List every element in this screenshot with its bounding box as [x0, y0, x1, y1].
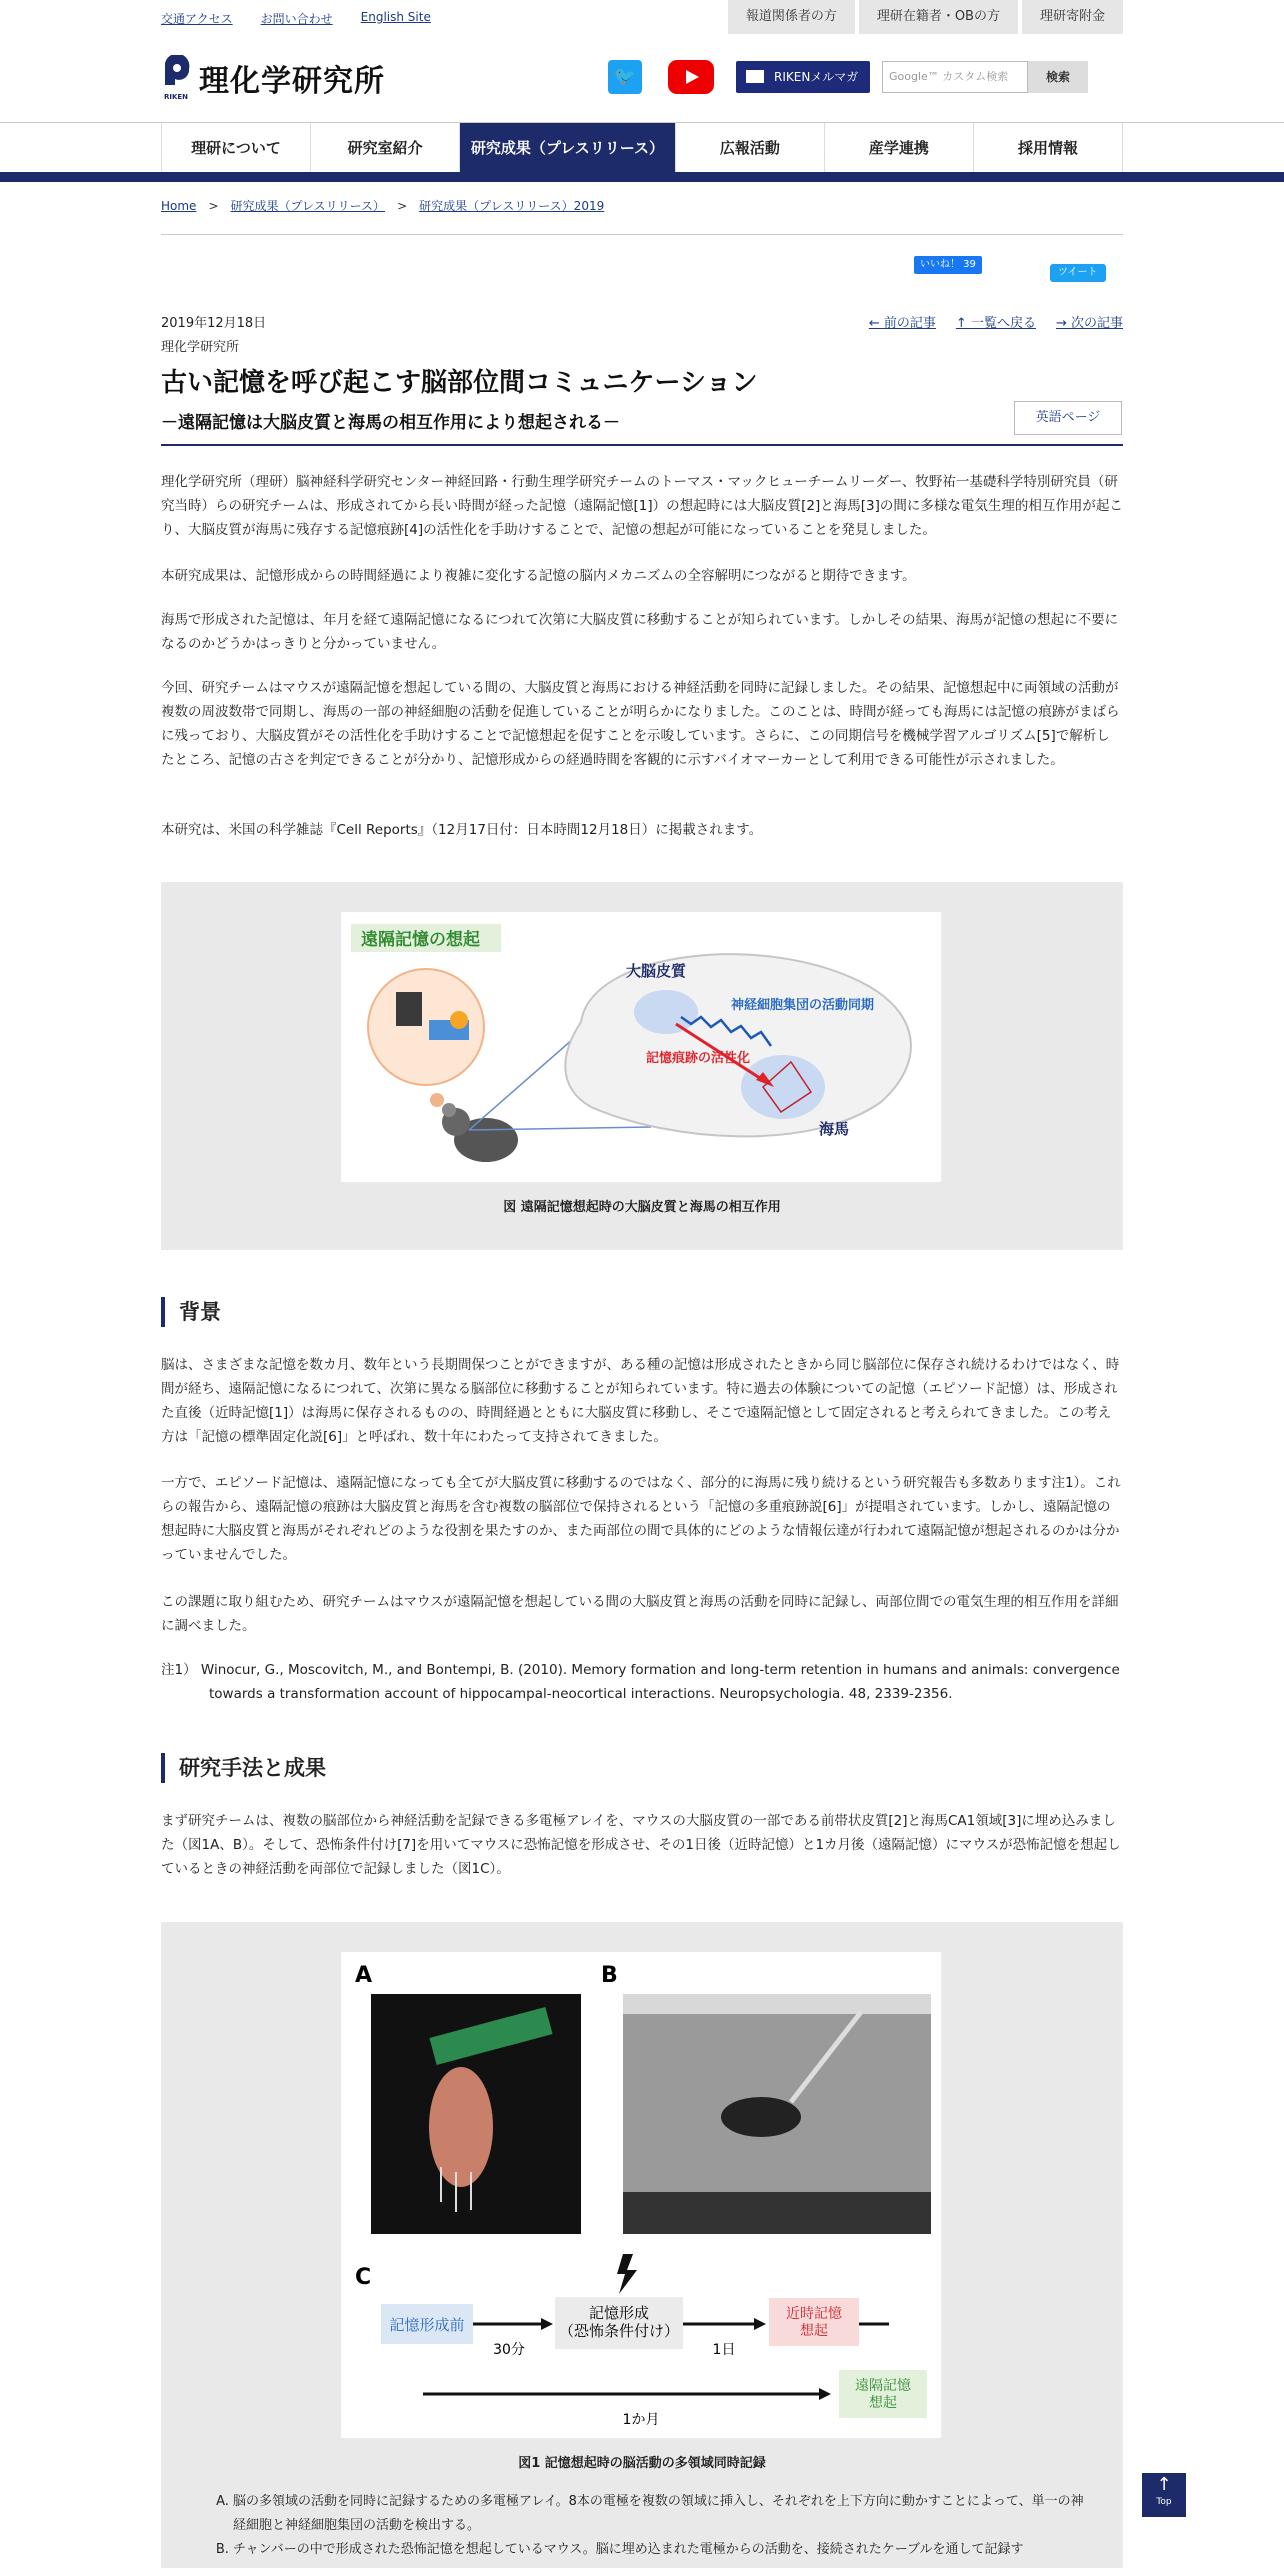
alumni-tab[interactable]: 理研在籍者・OBの方 [859, 0, 1018, 34]
figure-1-label-b: B [601, 1963, 618, 1988]
figure-1-notes [209, 2490, 1089, 2562]
step-1month: 1か月 [622, 2412, 660, 2428]
article-date: 2019年12月18日 [161, 316, 267, 331]
nav-labs[interactable]: 研究室紹介 [311, 123, 460, 173]
figure-label-sync: 神経細胞集団の活動同期 [731, 998, 875, 1013]
figure-1-caption: 図1 記憶想起時の脳活動の多領域同時記録 [518, 2456, 766, 2471]
figure-summary [161, 882, 1123, 1250]
mailmag-button[interactable]: RIKENメルマガ [736, 61, 870, 93]
logo-text: 理化学研究所 [199, 64, 385, 99]
nav-industry[interactable]: 産学連携 [825, 123, 974, 173]
divider [161, 234, 1123, 235]
back-to-top-label: Top [1156, 2497, 1172, 2507]
facebook-like-button[interactable]: いいね！ 39 [914, 256, 982, 274]
figure-label-activation: 記憶痕跡の活性化 [646, 1051, 751, 1066]
figure-1-label-a: A [355, 1963, 373, 1988]
methods-heading: 研究手法と成果 [161, 1753, 326, 1783]
article-org: 理化学研究所 [161, 340, 240, 355]
reference-note [161, 1658, 1123, 1706]
methods-paragraph-1: まず研究チームは、複数の脳部位から神経活動を記録できる多電極アレイを、マウスの大脳皮質の一部である前帯状皮質[2]と海馬CA1領域[3]に埋め込みました（図1A、B）。そして、恐怖条件付け[7]を用いてマウスに恐怖記憶を形成させ、その1日後（近時記憶）と1カ月後（遠隔記憶）にマウスが恐怖記憶を想起しているときの神経活動を両部位で記録しました（図1C）。 [161, 1813, 1121, 1877]
top-links [161, 10, 431, 27]
figure-1-label-c: C [355, 2265, 372, 2290]
riken-logo-icon [161, 55, 191, 101]
background-heading: 背景 [161, 1297, 221, 1327]
figure-label-cortex: 大脳皮質 [626, 962, 687, 980]
summary-paragraph-5: 本研究は、米国の科学雑誌『Cell Reports』（12月17日付：日本時間12月18日）に掲載されます。 [161, 822, 763, 838]
figure-label-hippocampus: 海馬 [819, 1120, 850, 1138]
background-paragraph-2: 一方で、エピソード記憶は、遠隔記憶になっても全てが大脳皮質に移動するのではなく、部分的に海馬に残り続けるという研究報告も多数あります注1）。これらの報告から、遠隔記憶の痕跡は大脳皮質と海馬を含む複数の脳部位で保持されるという「記憶の多重痕跡説[6]」が提唱されています。しかし、遠隔記憶の想起時に大脳皮質と海馬がそれぞれどのような役割を果たすのか、また両部位の間で具体的にどのような情報伝達が行われて遠隔記憶が想起されるのかは分かっていませんでした。 [161, 1475, 1121, 1563]
breadcrumb-press-2019[interactable]: 研究成果（プレスリリース）2019 [419, 199, 605, 213]
breadcrumb-home[interactable]: Home [161, 199, 197, 213]
nav-about[interactable]: 理研について [162, 123, 311, 173]
contact-link[interactable]: お問い合わせ [260, 12, 333, 26]
twitter-icon[interactable]: 🐦 [608, 60, 642, 94]
search-button[interactable]: 検索 [1028, 61, 1088, 93]
nav-underline-bar [0, 172, 1284, 182]
figure-summary-image [341, 912, 941, 1182]
english-page-button[interactable]: 英語ページ [1014, 401, 1122, 435]
main-nav [0, 122, 1284, 172]
page-title: 古い記憶を呼び起こす脳部位間コミュニケーション [161, 368, 758, 398]
audience-tabs [728, 0, 1123, 34]
background-paragraph-3: この課題に取り組むため、研究チームはマウスが遠隔記憶を想起している間の大脳皮質と海馬の活動を同時に記録し、両部位間での電気生理的相互作用を詳細に調べました。 [161, 1594, 1119, 1634]
next-article-link[interactable]: → 次の記事 [1055, 316, 1123, 331]
back-to-top-button[interactable] [1142, 2473, 1186, 2517]
figure-1 [161, 1922, 1123, 2568]
top-utility-bar [0, 0, 1284, 34]
search-input[interactable]: Google™ カスタム検索 [882, 61, 1028, 93]
nav-recruit[interactable]: 採用情報 [974, 123, 1123, 173]
reference-note-text: Winocur, G., Moscovitch, M., and Bontempi, B. (2010). Memory formation and long-term retention in humans and animals: convergence towards a transformation account of hippocampal-neocortical interactions. Neuropsychologia. 48, 2339-2356. [200, 1662, 1120, 1702]
step-recent: 近時記憶想起 [786, 2306, 842, 2339]
figure-1-image [341, 1952, 941, 2438]
press-tab[interactable]: 報道関係者の方 [728, 0, 855, 34]
breadcrumb: Home > 研究成果（プレスリリース） > 研究成果（プレスリリース）2019 [161, 199, 605, 213]
summary-paragraph-1: 理化学研究所（理研）脳神経科学研究センター神経回路・行動生理学研究チームのトーマス・マックヒューチームリーダー、牧野祐一基礎科学特別研究員（研究当時）らの研究チームは、形成されてから長い時間が経った記憶（遠隔記憶[1]）の想起時には大脳皮質[2]と海馬[3]の間に多様な電気生理的相互作用が起こり、大脳皮質が海馬に残存する記憶痕跡[4]の活性化を手助けすることで、記憶の想起が可能になっていることを発見しました。 [161, 474, 1123, 538]
english-site-link[interactable]: English Site [360, 10, 431, 24]
summary-paragraph-3: 海馬で形成された記憶は、年月を経て遠隔記憶になるにつれて次第に大脳皮質に移動することが知られています。しかしその結果、海馬が記憶の想起に不要になるのかどうかはっきりと分かっていません。 [161, 612, 1119, 652]
figure-1-note-a: A. 脳の多領域の活動を同時に記録するための多電極アレイ。8本の電極を複数の領域に挿入し、それぞれを上下方向に動かすことによって、単一の神経細胞と神経細胞集団の活動を検出する。 [233, 2490, 1089, 2538]
title-divider [161, 444, 1123, 446]
header-tools [608, 60, 1088, 94]
list-link[interactable]: ↑ 一覧へ戻る [955, 316, 1036, 331]
arrow-up-icon: ↑ [1156, 2474, 1172, 2495]
page-subtitle: －遠隔記憶は大脳皮質と海馬の相互作用により想起される－ [161, 413, 620, 433]
article-nav [869, 312, 1123, 331]
tweet-button[interactable]: ツイート [1050, 264, 1106, 282]
lightning-icon [617, 2254, 637, 2294]
summary-paragraph-2: 本研究成果は、記憶形成からの時間経過により複雑に変化する記憶の脳内メカニズムの全容解明につながると期待できます。 [161, 568, 916, 584]
logo-sub-text: RIKEN [163, 93, 189, 101]
figure-label-recall: 遠隔記憶の想起 [361, 930, 480, 950]
step-before: 記憶形成前 [389, 2316, 465, 2334]
nav-pr[interactable]: 広報活動 [676, 123, 825, 173]
access-link[interactable]: 交通アクセス [161, 12, 233, 26]
reference-note-label: 注1） [161, 1662, 197, 1678]
background-paragraph-1: 脳は、さまざまな記憶を数カ月、数年という長期間保つことができますが、ある種の記憶は形成されたときから同じ脳部位に保存され続けるわけではなく、時間が経ち、遠隔記憶になるにつれて、次第に異なる脳部位に移動することが知られています。特に過去の体験についての記憶（エピソード記憶）は、形成された直後（近時記憶[1]）は海馬に保存されるものの、時間経過とともに大脳皮質に移動し、そこで遠隔記憶として固定されると考えられてきました。この考え方は「記憶の標準固定化説[6]」と呼ばれ、数十年にわたって支持されてきました。 [161, 1357, 1120, 1445]
riken-logo[interactable] [161, 54, 385, 102]
youtube-icon[interactable] [668, 60, 714, 94]
step-remote: 遠隔記憶想起 [855, 2378, 911, 2411]
nav-press-release[interactable]: 研究成果（プレスリリース） [460, 123, 676, 173]
step-1day: 1日 [712, 2342, 736, 2358]
figure-summary-caption: 図 遠隔記憶想起時の大脳皮質と海馬の相互作用 [503, 1200, 781, 1215]
donation-tab[interactable]: 理研寄附金 [1022, 0, 1123, 34]
step-30min: 30分 [493, 2342, 525, 2358]
prev-article-link[interactable]: ← 前の記事 [868, 316, 936, 331]
breadcrumb-press[interactable]: 研究成果（プレスリリース） [230, 199, 386, 213]
summary-paragraph-4: 今回、研究チームはマウスが遠隔記憶を想起している間の、大脳皮質と海馬における神経活動を同時に記録しました。その結果、記憶想起中に両領域の活動が複数の周波数帯で同期し、海馬の一部の神経細胞の活動を促進していることが明らかになりました。このことは、時間が経っても海馬には記憶の痕跡がまばらに残っており、大脳皮質がその活性化を手助けすることで記憶想起を促すことを示唆しています。さらに、この同期信号を機械学習アルゴリズム[5]で解析したところ、記憶の古さを判定できることが分かり、記憶形成からの経過時間を客観的に示すバイオマーカーとして利用できる可能性が示されました。 [161, 680, 1120, 768]
step-formation: 記憶形成（恐怖条件付け） [558, 2304, 680, 2340]
figure-1-note-b: B. チャンバーの中で形成された恐怖記憶を想起しているマウス。脳に埋め込まれた電極からの活動を、接続されたケーブルを通して記録す [233, 2538, 1089, 2562]
